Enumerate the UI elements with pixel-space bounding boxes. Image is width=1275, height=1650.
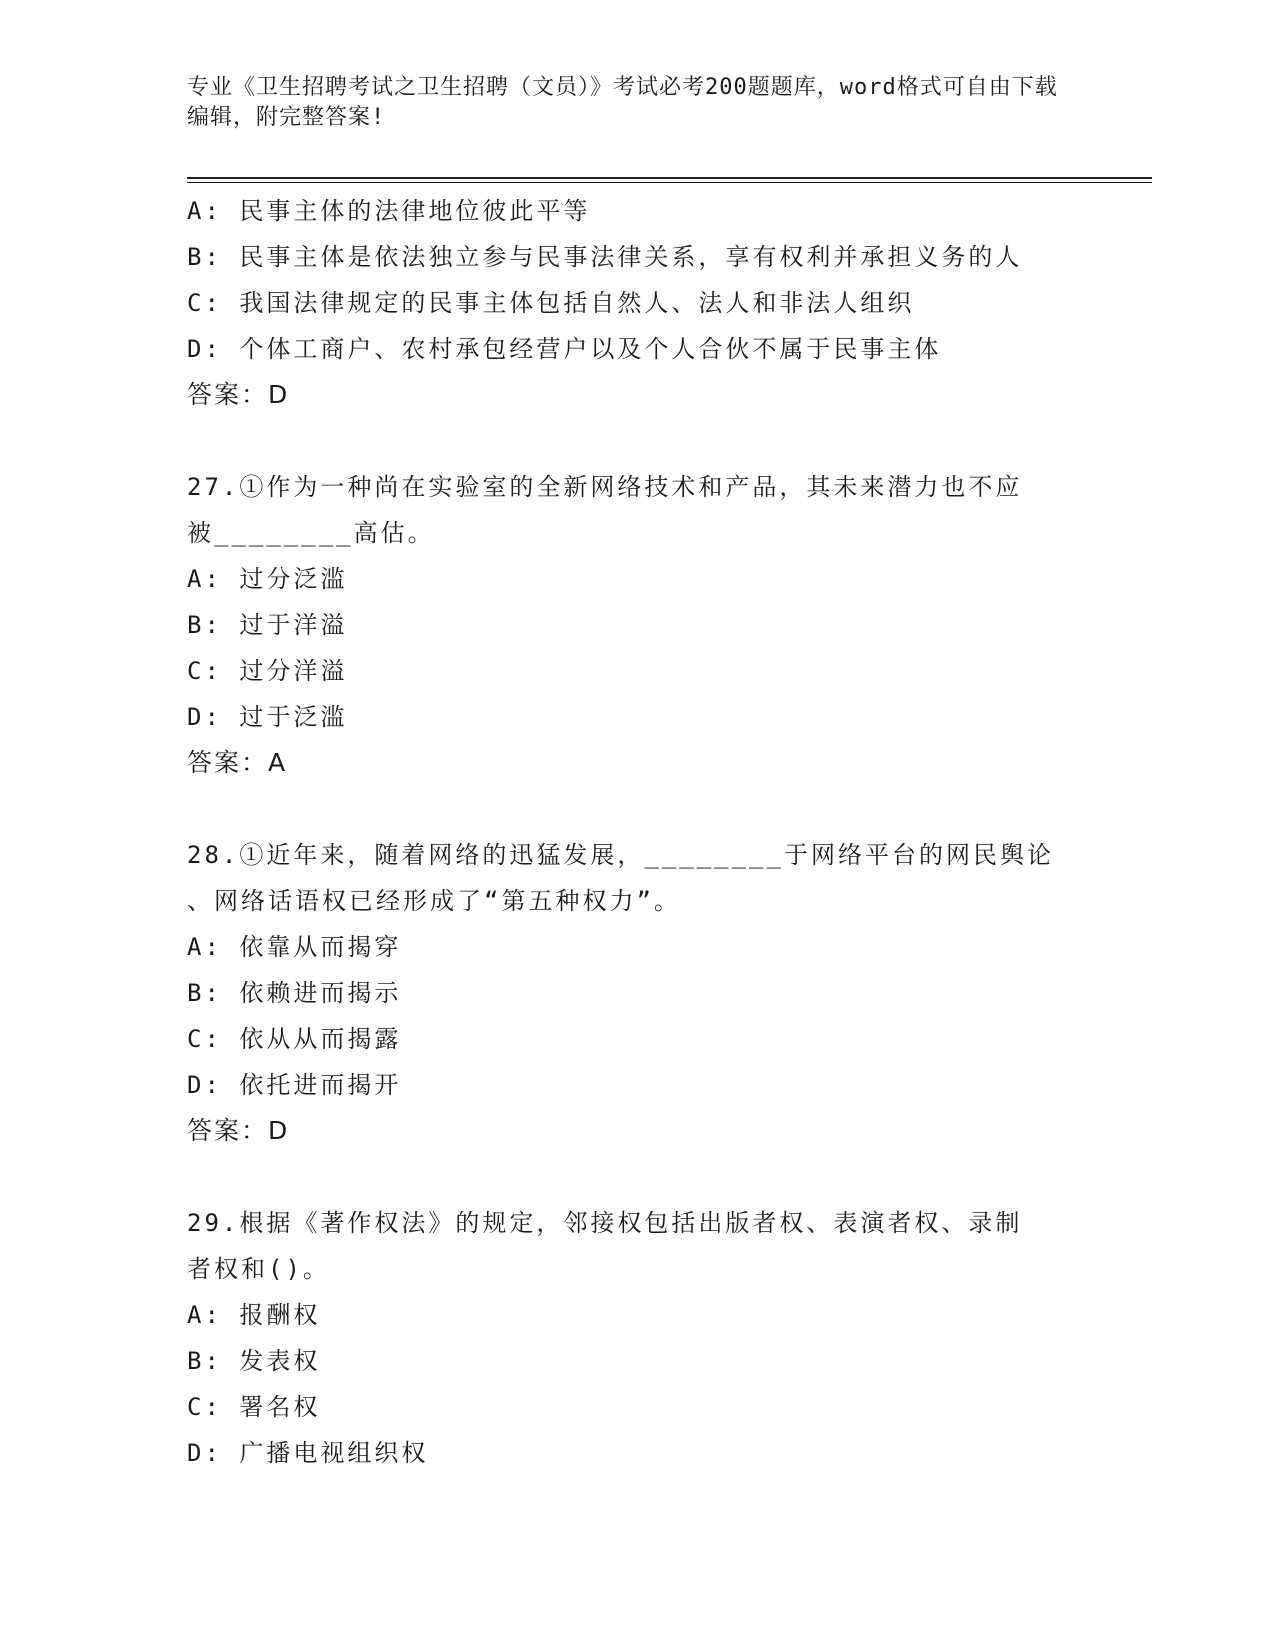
- spacer: [187, 786, 1077, 832]
- question-29: [187, 1200, 1077, 1476]
- option-b: B: 发表权: [187, 1347, 321, 1375]
- question-26-continued: [187, 188, 1077, 418]
- option-a: A: 民事主体的法律地位彼此平等: [187, 197, 591, 225]
- option-c: C: 我国法律规定的民事主体包括自然人、法人和非法人组织: [187, 289, 915, 317]
- option-c: C: 过分洋溢: [187, 657, 348, 685]
- option-c: C: 署名权: [187, 1393, 321, 1421]
- answer-line: 答案：A: [187, 748, 288, 777]
- question-stem-line-1: 27.①作为一种尚在实验室的全新网络技术和产品，其未来潜力也不应: [187, 473, 1023, 501]
- spacer: [187, 1154, 1077, 1200]
- answer-line: 答案：D: [187, 380, 290, 409]
- header-rule-thick: [187, 177, 1152, 179]
- option-b: B: 过于洋溢: [187, 611, 348, 639]
- option-d: D: 过于泛滥: [187, 703, 348, 731]
- option-b: B: 民事主体是依法独立参与民事法律关系，享有权利并承担义务的人: [187, 243, 1023, 271]
- document-header: [187, 73, 1067, 133]
- question-stem-line-1: 28.①近年来，随着网络的迅猛发展，________于网络平台的网民舆论: [187, 841, 1054, 869]
- question-stem-line-2: 、网络话语权已经形成了“第五种权力”。: [187, 887, 681, 915]
- question-27: [187, 464, 1077, 786]
- question-stem-line-2: 者权和()。: [187, 1255, 330, 1283]
- option-a: A: 过分泛滥: [187, 565, 348, 593]
- document-body: [187, 188, 1077, 1476]
- option-d: D: 依托进而揭开: [187, 1071, 402, 1099]
- option-a: A: 依靠从而揭穿: [187, 933, 402, 961]
- option-d: D: 广播电视组织权: [187, 1439, 429, 1467]
- spacer: [187, 418, 1077, 464]
- question-28: [187, 832, 1077, 1154]
- option-c: C: 依从从而揭露: [187, 1025, 402, 1053]
- question-stem-line-2: 被________高估。: [187, 519, 435, 547]
- option-b: B: 依赖进而揭示: [187, 979, 402, 1007]
- option-a: A: 报酬权: [187, 1301, 321, 1329]
- question-stem-line-1: 29.根据《著作权法》的规定，邻接权包括出版者权、表演者权、录制: [187, 1209, 1023, 1237]
- header-text: 专业《卫生招聘考试之卫生招聘（文员）》考试必考200题题库，word格式可自由下载编辑，附完整答案!: [187, 75, 1058, 130]
- header-rule-thin: [187, 182, 1152, 183]
- option-d: D: 个体工商户、农村承包经营户以及个人合伙不属于民事主体: [187, 335, 942, 363]
- answer-line: 答案：D: [187, 1116, 290, 1145]
